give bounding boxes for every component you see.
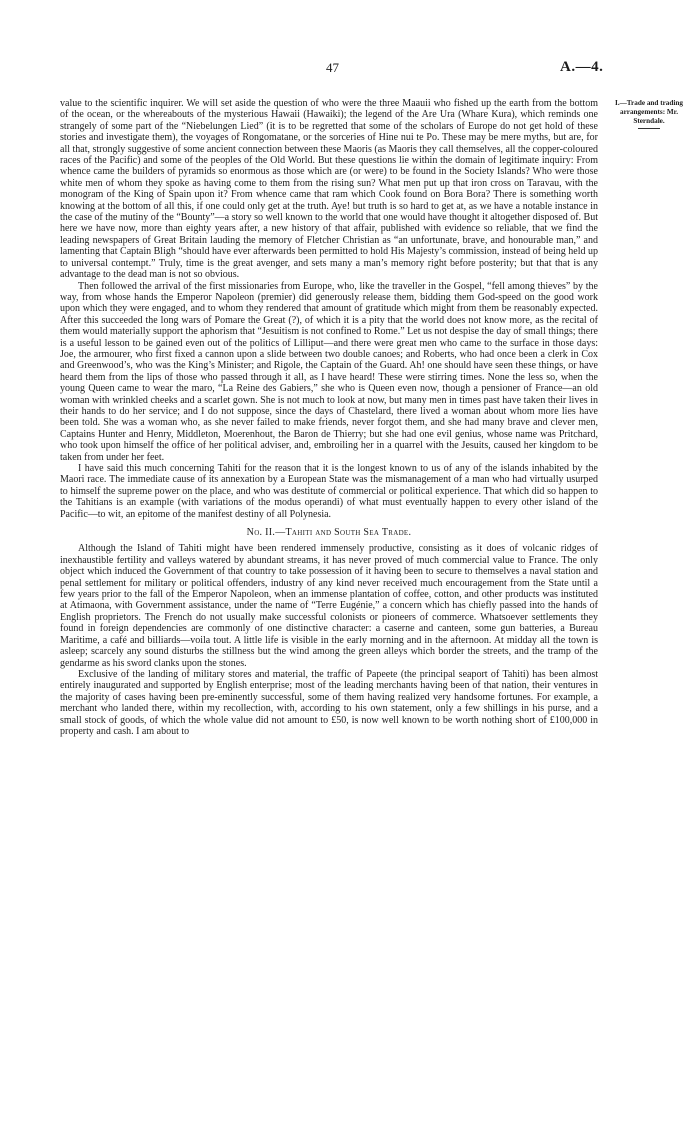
body-text <box>60 98 598 737</box>
paragraph-2: Then followed the arrival of the first missionaries from Europe, who, like the traveller in the Gospel, “fell among thieves” by the way, from whose hands the Emperor Napoleon (premier) did generously release them, bidding them God-speed on the good work upon which they were engaged, and to whom they rendered that amount of gratitude which might from them be reasonably expected. After this succeeded the long wars of Pomare the Great (?), of which it is a pity that the world does not know more, as the recital of them would materially support the aphorism that “Jesuitism is not confined to Rome.” Let us not despise the day of small things; there is a useful lesson to be gained even out of the politics of Lilliput—and there were great men who came to the surface in those days: Joe, the armourer, who first fixed a cannon upon a slide between two double canoes; and Roberts, who had once been a clerk in Cox and Greenwood’s, who was the King’s Minister; and Rigole, the Captain of the Guard. Ah! one should have seen these things, or have heard them from the lips of those who passed through it all, as I have heard! These were stirring times. None the less so, when the young Queen came to wear the maro, “La Reine des Gabiers,” she who is Queen even now, though a pensioner of France—an old woman with wrinkled cheeks and a scarlet gown. She is not much to look at now, but many men in times past have taken their lives in their hands to do her service; and I do not suppose, since the days of Chastelard, there lived a woman about whom more lies have been told. She was a woman who, as she never failed to make friends, never forgot them, and she had many brave and clever men, Captains Hunter and Henry, Middleton, Moerenhout, the Baron de Thierry; but she had one evil genius, whose name was Pritchard, who took upon himself the office of her political adviser, and, embroiling her in a quarrel with the Jesuits, caused her kingdom to be taken from under her feet. <box>60 280 598 463</box>
page-number: 47 <box>326 60 339 75</box>
paragraph-5: Exclusive of the landing of military stores and material, the traffic of Papeete (the principal seaport of Tahiti) has been almost entirely inaugurated and supported by English enterprise; most of the leading merchants having been of that nation, their ventures in the majority of cases having been pre-eminently successful, some of them having realized very handsome fortunes. For example, a merchant who landed there, within my recollection, with, according to his own statement, only a few shillings in his purse, and a small stock of goods, of which the whole value did not amount to £50, is now well known to be worth nothing short of £100,000 in property and cash. I am about to <box>60 668 598 737</box>
margin-note-text: I.—Trade and trading arrangements: Mr. Sterndale. <box>615 99 683 125</box>
paragraph-3: I have said this much concerning Tahiti for the reason that it is the longest known to us of any of the islands inhabited by the Maori race. The immediate cause of its annexation by a European State was the mismanagement of a man who had virtually usurped to himself the supreme power on the place, and who was destitute of commercial or political experience. That which did so happen to the Tahitians is an example (with variations of the modus operandi) of what must eventually happen to every other island of the Pacific—to wit, an epitome of the manifest destiny of all Polynesia. <box>60 463 598 520</box>
section-heading: No. II.—Tahiti and South Sea Trade. <box>246 527 412 539</box>
paragraph-4: Although the Island of Tahiti might have been rendered immensely productive, consisting as it does of volcanic ridges of inexhaustible fertility and valleys watered by abundant streams, it has never proved of much commercial value to France. The only object which induced the Government of that country to take possession of it having been to secure to themselves a naval station and penal settlement for military or political offenders, industry of any kind never received much encouragement from the State until a few years prior to the fall of the Emperor Napoleon, when an immense plantation of coffee, cotton, and other products was instituted at Atimaona, with Government assistance, under the name of “Terre Eugénie,” a concern which has chiefly passed into the hands of English proprietors. The French do not usually make successful colonists or pioneers of commerce. Whatsoever settlements they found in foreign dependencies are commonly of one distinctive character: a caserne and canteen, some gun batteries, a Bureau Maritime, a café and billiards—voila tout. A little life is visible in the early morning and in the afternoon. At midday all the town is asleep; scarcely any sound disturbs the stillness but the wind among the green alleys which border the streets, and the tramp of the gendarme as his sword clanks upon the stones. <box>60 543 598 669</box>
document-reference: A.—4. <box>560 59 604 75</box>
margin-note-rule <box>638 128 660 129</box>
margin-note <box>606 99 692 129</box>
paragraph-1: value to the scientific inquirer. We will set aside the question of who were the three Maauii who fished up the earth from the bottom of the ocean, or the whereabouts of the mysterious Hawaii (Hawaiki); the legend of the Are Ura (Whare Kura), which reminds one strangely of some part of the “Niebelungen Lied” (it is to be regretted that some of the scholars of Europe do not get hold of these stories and investigate them), the voyages of Rongomatane, or the sorceries of Hine nui te Po. These may be mere myths, but are, for all that, strongly suggestive of some ancient connection between these Maoris (as Maoris they call themselves, all the copper-coloured races of the Pacific) and some of the peoples of the Old World. But these questions lie within the domain of legitimate inquiry: From whence came the builders of pyramids so enormous as those which are (or were) to be found in the Society Islands? Who were those white men of whom they spoke as having come to them from the rising sun? What men put up that iron cross on Taravau, with the monogram of the King of Spain upon it? From whence came that ram which Cook found on Bora Bora? There is something worth knowing at the bottom of all this, if one could only get at the truth. Aye! but truth is so hard to get at, as we have a notable instance in the case of the mutiny of the “Bounty”—a story so well known to the world that one would have thought it altogether disposed of. But here we have now, more than eighty years after, a new history of that affair, published with evidence so reliable, that we find the leading newspapers of Great Britain lauding the memory of Fletcher Christian as “an unfortunate, brave, and honourable man,” and lamenting that Captain Bligh “should have ever afterwards been permitted to hold His Majesty’s commission, instead of being held up to universal contempt.” Truly, time is the great avenger, and sets many a man’s memory right before posterity; but that that is any advantage to the dead man is not so obvious. <box>60 98 598 281</box>
